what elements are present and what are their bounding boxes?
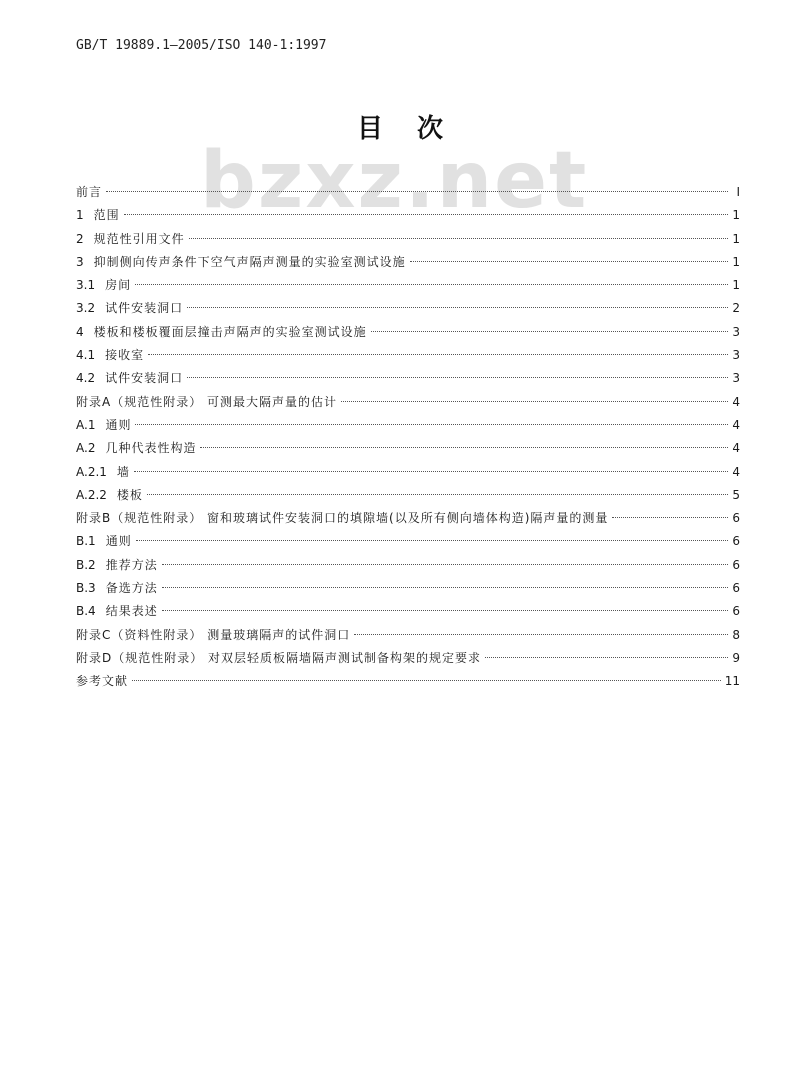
toc-entry-page: 4 [732,441,740,456]
toc-entry-label: 墙 [116,464,130,479]
toc-entry[interactable] [76,391,740,414]
toc-entry-label: 抑制侧向传声条件下空气声隔声测量的实验室测试设施 [93,254,406,269]
toc-entry-label: 附录C（资料性附录） 测量玻璃隔声的试件洞口 [76,627,351,642]
toc-entry[interactable] [76,554,740,577]
toc-leader-dots [410,260,728,262]
toc-leader-dots [187,306,728,308]
toc-entry-number: B.1 [76,534,96,549]
toc-entry-number: 4.1 [76,348,96,363]
toc-entry[interactable] [76,321,740,344]
toc-entry[interactable] [76,251,740,274]
toc-leader-dots [371,330,728,332]
toc-leader-dots [134,470,728,472]
toc-leader-dots [148,353,728,355]
toc-entry-label: 范围 [93,208,120,223]
toc-entry-page: 6 [732,604,740,619]
toc-entry-label: 附录D（规范性附录） 对双层轻质板隔墙隔声测试制备构架的规定要求 [76,650,482,665]
toc-leader-dots [147,493,728,495]
toc-entry[interactable] [76,484,740,507]
toc-entry-label: 通则 [105,534,132,549]
toc-entry-label: 推荐方法 [105,557,158,572]
toc-entry-number: 2 [76,231,84,246]
toc-entry-number: 4 [76,324,84,339]
toc-entry-label: 试件安装洞口 [105,371,184,386]
toc-leader-dots [187,376,728,378]
toc-leader-dots [136,539,728,541]
toc-leader-dots [124,213,728,215]
toc-entry-page: 4 [732,464,740,479]
toc-entry-label: 附录A（规范性附录） 可测最大隔声量的估计 [76,394,338,409]
toc-entry-label: 前言 [76,185,103,199]
toc-entry-number: 4.2 [76,371,96,386]
toc-entry[interactable] [76,530,740,553]
toc-entry-label: 附录B（规范性附录） 窗和玻璃试件安装洞口的填隙墙(以及所有侧向墙体构造)隔声量的测量 [76,511,609,526]
toc-entry-page: 4 [732,394,740,409]
toc-entry-page: 1 [732,254,740,269]
toc-entry-page: 6 [732,511,740,526]
toc-entry-number: 3 [76,254,84,269]
table-of-contents [76,181,740,694]
toc-leader-dots [612,516,728,518]
toc-entry-label: 备选方法 [105,581,158,596]
toc-entry-page: 3 [732,348,740,363]
watermark: bzxz.net [200,136,589,226]
toc-leader-dots [132,679,721,681]
toc-leader-dots [485,656,728,658]
toc-entry-page: 2 [732,301,740,316]
toc-leader-dots [135,283,728,285]
toc-entry[interactable] [76,577,740,600]
toc-entry-label: 房间 [105,278,132,293]
toc-entry-number: B.2 [76,557,96,572]
toc-entry-label: 通则 [105,417,132,432]
toc-entry-page: 11 [724,674,740,689]
toc-entry-page: 9 [732,650,740,665]
toc-entry-label: 试件安装洞口 [105,301,184,316]
toc-entry-label: 几种代表性构造 [105,441,197,456]
toc-entry[interactable] [76,600,740,623]
toc-entry-page: 8 [732,627,740,642]
toc-entry-page: 5 [732,487,740,502]
toc-entry[interactable] [76,204,740,227]
toc-entry-page: 4 [732,417,740,432]
toc-entry-label: 楼板 [116,487,143,502]
toc-entry-page: 1 [732,278,740,293]
toc-entry-label: 结果表述 [105,604,158,619]
toc-entry-page: 3 [732,324,740,339]
toc-entry-page: 6 [732,534,740,549]
toc-leader-dots [354,633,728,635]
toc-entry-page: 3 [732,371,740,386]
toc-entry-number: A.2.2 [76,487,107,502]
toc-entry-label: 参考文献 [76,674,129,689]
toc-entry[interactable] [76,647,740,670]
toc-leader-dots [189,237,728,239]
toc-entry-number: 3.2 [76,301,96,316]
toc-entry[interactable] [76,274,740,297]
toc-entry-label: 规范性引用文件 [93,231,185,246]
standard-code: GB/T 19889.1—2005/ISO 140-1:1997 [76,38,327,53]
toc-entry-number: B.3 [76,581,96,596]
page-title: 目次 [356,114,477,144]
toc-entry-page: 6 [732,557,740,572]
toc-entry[interactable] [76,297,740,320]
toc-entry-label: 楼板和楼板覆面层撞击声隔声的实验室测试设施 [93,324,367,339]
toc-leader-dots [200,446,728,448]
toc-entry[interactable] [76,181,740,204]
toc-entry-page: 6 [732,581,740,596]
toc-leader-dots [135,423,728,425]
toc-leader-dots [162,609,728,611]
toc-entry[interactable] [76,624,740,647]
toc-entry[interactable] [76,507,740,530]
toc-leader-dots [106,190,728,192]
toc-entry[interactable] [76,670,740,693]
toc-entry-label: 接收室 [105,348,145,363]
toc-entry[interactable] [76,344,740,367]
toc-entry-number: 3.1 [76,278,96,293]
toc-entry-number: A.1 [76,417,96,432]
toc-leader-dots [162,563,728,565]
toc-leader-dots [162,586,728,588]
toc-entry-page: Ⅰ [736,185,740,199]
toc-entry-number: B.4 [76,604,96,619]
toc-entry-number: A.2 [76,441,96,456]
toc-entry[interactable] [76,228,740,251]
toc-leader-dots [341,400,728,402]
toc-entry-page: 1 [732,231,740,246]
toc-entry[interactable] [76,414,740,437]
toc-entry[interactable] [76,461,740,484]
toc-entry[interactable] [76,437,740,460]
toc-entry-number: A.2.1 [76,464,107,479]
toc-entry-number: 1 [76,208,84,223]
toc-entry[interactable] [76,367,740,390]
toc-entry-page: 1 [732,208,740,223]
